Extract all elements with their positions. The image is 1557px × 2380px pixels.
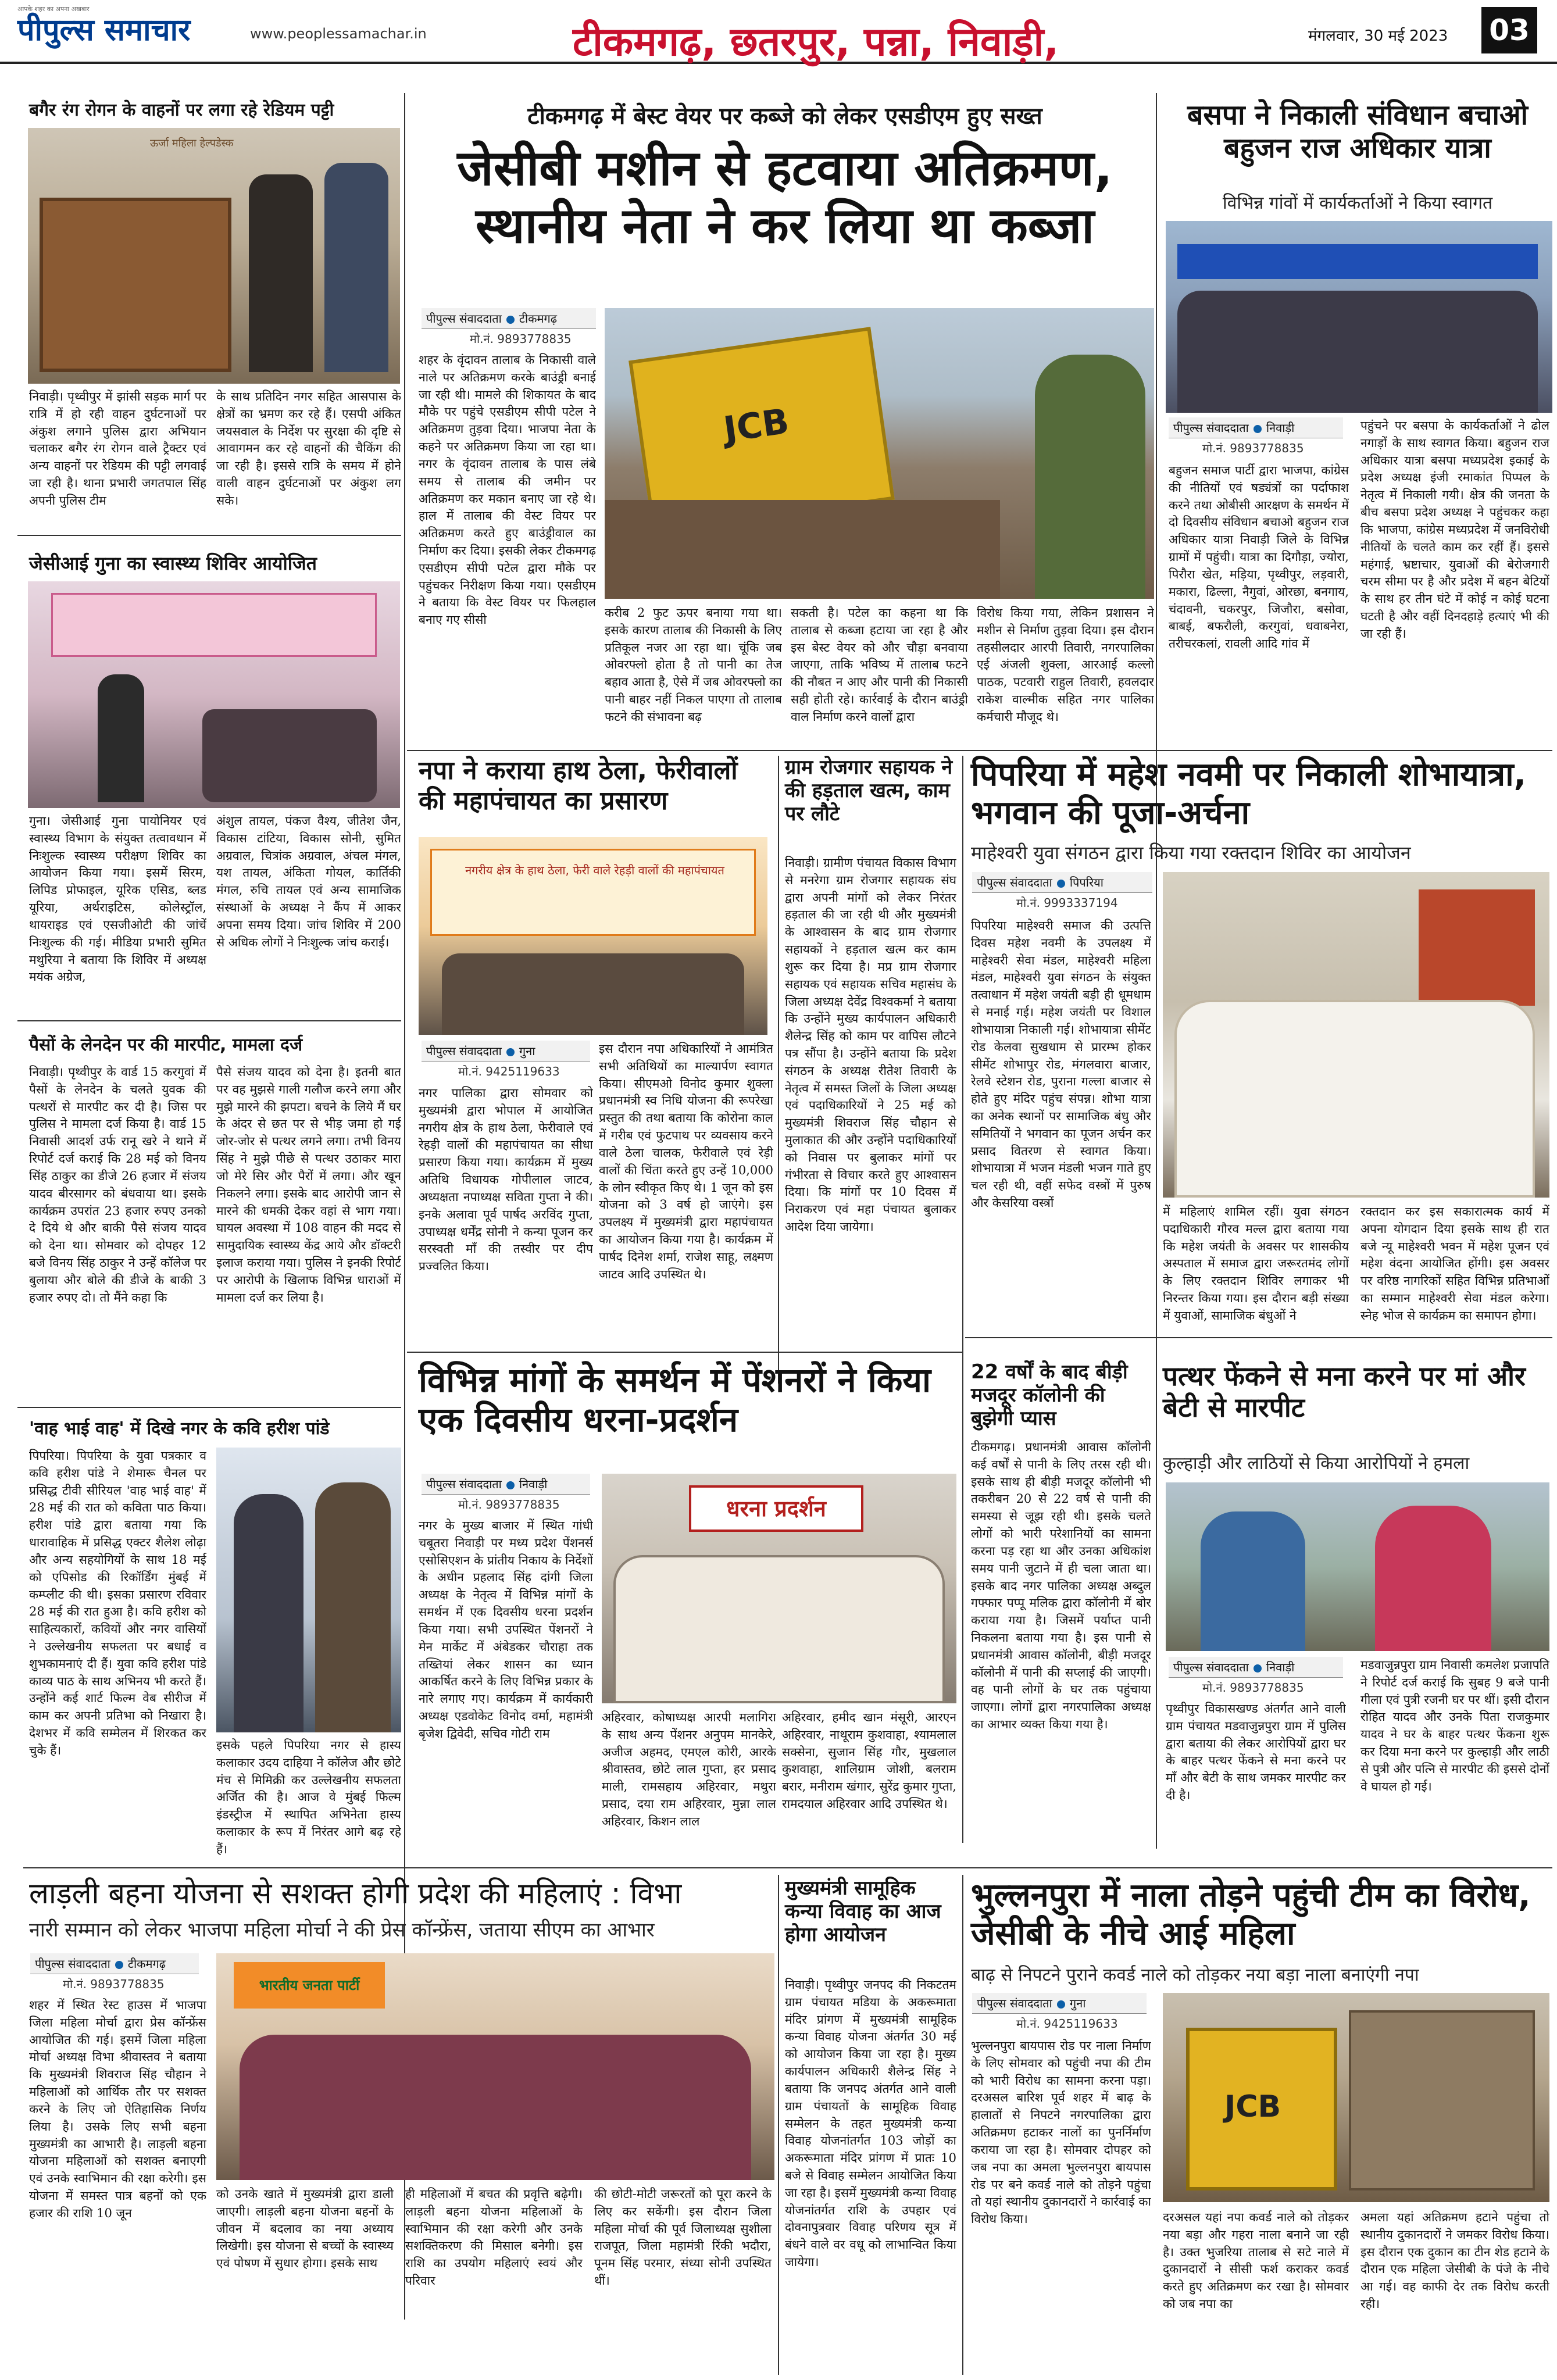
contact-number: मो.नं. 9993337194: [1016, 896, 1118, 910]
person-silhouette: [234, 1494, 303, 1732]
byline-dot: [1254, 425, 1262, 433]
byline: [30, 1953, 199, 1974]
logo-tagline: आपके शहर का अपना अखबार: [17, 5, 90, 13]
article-body: में महिलाएं शामिल रहीं। युवा संगठन पदाधिकारी गौरव मल्ल द्वारा बताया गया कि महेश जयंती के अवसर पर शासकीय अस्पताल में समाज द्वारा जरूरतमंद लोगों के लिए रक्तदान शिविर लगाकर भी निरन्तर किया गया। इस दौरान बड़ी संख्या में युवाओं, सामाजिक बंधुओं ने: [1163, 1205, 1349, 1323]
news-photo: [605, 308, 1154, 599]
byline-place: गुना: [1069, 1996, 1086, 2010]
byline: [422, 308, 596, 329]
article-headline: जेसीबी मशीन से हटवाया अतिक्रमण, स्थानीय नेता ने कर लिया था कब्जा: [457, 140, 1113, 255]
article-subheadline: माहेश्वरी युवा संगठन द्वारा किया गया रक्तदान शिविर का आयोजन: [971, 842, 1411, 864]
column-rule: [1156, 93, 1157, 1849]
contact-number: मो.नं. 9893778835: [63, 1977, 165, 1991]
shop-front-shape: [1349, 2010, 1535, 2190]
news-photo: [28, 581, 400, 808]
article-body: इस दौरान नपा अधिकारियों ने आमंत्रित सभी अतिथियों का माल्यार्पण स्वागत किया। सीएमओ विनोद कुमार शुक्ला प्रधानमंत्री स्व निधि योजना की रूपरेखा प्रस्तुत की तथा बताया कि कोरोना काल में गरीब एवं फुटपाथ पर व्यवसाय करने वाले ठेला चालक, फेरीवाले एवं रेड़ी वालों की चिंता करते हुए उन्हें 10,000 के लोन स्वीकृत किए थे। 1 जून को इस योजना को 3 वर्ष हो जाएंगे। इस उपलक्ष्य में मुख्यमंत्री द्वारा महापंचायत का आयोजन किया गया है। कार्यक्रम में पार्षद दिनेश शर्मा, राजेश साहू, लक्ष्मण जाटव आदि उपस्थित थे।: [599, 1042, 773, 1281]
photo-sign-text: ऊर्जा महिला हेल्पडेस्क: [150, 137, 234, 149]
protesters-shape: [613, 1555, 945, 1703]
seated-people-shape: [202, 709, 377, 802]
stage-banner: [430, 849, 756, 936]
article-body: बहुजन समाज पार्टी द्वारा भाजपा, कांग्रेस की नीतियों एवं षड्यंत्रों का पर्दाफाश करने तथा ओबीसी आरक्षण के समर्थन में दो दिवसीय संविधान बचाओ बहुजन राज अधिकार यात्रा निवाड़ी जिले के विभिन्न ग्रामों में पहुंची। यात्रा का दिगौड़ा, ज्योरा, पिरौरा खेत, मड़िया, पृथ्वीपुर, लड़वारी, मकारा, ढिल्ला, नैगुवां, ओरछा, बनगाय, चंदावनी, चकरपुर, जिजौरा, बसोवा, बाबई, बफरौली, करगुवां, धवाबनेरा, तरीचरकलां, रावली आदि गांव में: [1169, 463, 1349, 651]
section-rule: [17, 1407, 401, 1408]
byline-text: पीपुल्स संवाददाता: [977, 1996, 1052, 2010]
article-body: करीब 2 फुट ऊपर बनाया गया था। इसके कारण तालाब की निकासी के लिए प्रतिकूल नजर आ रहा था। चूंकि जब ओवरफ्लो होता है तो पानी का तेज बहाव आता है, ऐसे में जब ओवरफ्लो का पानी बाहर नहीं निकल पाएगा तो तालाब फटने की संभावना बढ़: [605, 606, 782, 724]
byline-dot: [506, 1481, 515, 1489]
tractor-trolley-shape: [40, 198, 231, 372]
article-body: निवाड़ी। ग्रामीण पंचायत विकास विभाग से मनरेगा ग्राम रोजगार सहायक संघ द्वारा अपनी मांगों को लेकर निरंतर हड़ताल की जा रही थी और मुख्यमंत्री के आश्वासन के बाद ग्राम रोजगार सहायकों ने हड़ताल खत्म कर काम शुरू कर दिया है। मप्र ग्राम रोजगार सहायक एवं सहायक सचिव महासंघ के जिला अध्यक्ष देवेंद्र विश्वकर्मा ने बताया कि उन्होंने मुख्य कार्यपालन अधिकारी शैलेन्द्र सिंह को काम पर वापिस लौटने पत्र सौंपा है। उन्होंने बताया कि प्रदेश संगठन के अध्यक्ष रीतेश तिवारी के नेतृत्व में समस्त जिलों के जिला अध्यक्ष एवं पदाधिकारियों ने 25 मई को मुख्यमंत्री शिवराज सिंह चौहान से मुलाकात की और उन्होंने पदाधिकारियों को निवास पर बुलाकर मांगों पर गंभीरता से विचार करते हुए आश्वासन दिया। कि मांगों पर 10 दिवस में निराकरण एवं महा पंचायत बुलाकर आदेश दिया जायेगा।: [785, 856, 956, 1234]
article-headline: बगैर रंग रोगन के वाहनों पर लगा रहे रेडियम पट्टी: [29, 100, 334, 120]
person-silhouette: [98, 674, 144, 802]
protest-photo: [602, 1474, 956, 1703]
article-headline: पैसों के लेनदेन पर की मारपीट, मामला दर्ज: [29, 1035, 303, 1055]
article-headline: 22 वर्षों के बाद बीड़ी मजदूर कॉलोनी की बुझेगी प्यास: [971, 1360, 1128, 1431]
article-subheadline: नारी सम्मान को लेकर भाजपा महिला मोर्चा ने की प्रेस कॉन्फ्रेंस, जताया सीएम का आभार: [29, 1918, 655, 1942]
column-rule: [778, 756, 779, 1384]
seated-women-shape: [240, 2035, 751, 2180]
article-headline: 'वाह भाई वाह' में दिखे नगर के कवि हरीश पांडे: [29, 1418, 330, 1439]
crowd-white-clothes-shape: [1174, 1000, 1535, 1198]
column-rule: [962, 1355, 963, 1843]
jcb-machine-shape: [1186, 2028, 1337, 2190]
article-body: ही महिलाओं में बचत की प्रवृत्ति बढ़ेगी। लाड़ली बहना योजना महिलाओं के स्वाभिमान की रक्षा करेगी और उनके सशक्तिकरण की मिसाल बनेगी। इस राशि का उपयोग महिलाएं स्वयं और परिवार: [405, 2187, 583, 2288]
contact-number: मो.नं. 9893778835: [470, 332, 572, 346]
article-body: पैसे संजय यादव को देना है। इतनी बात पर वह मुझसे गाली गलौज करने लगा और मुझे मारने की झपटा। बचने के लिये मैं घर के अंदर से छत पर से भीड़ जमा हो गई जोर-जोर से पत्थर लगने लगा। तभी विनय सिंह ने मुझे पीछे से पत्थर उठाकर मारा जो मेरे सिर और पैरों में लगा। और खून निकलने लगा। इसके बाद आरोपी जान से मारने की धमकी देकर वहां से भाग गया। घायल अवस्था में 108 वाहन की मदद से सामुदायिक स्वास्थ्य केंद्र आये और डॉक्टरी इलाज कराया गया। पुलिस ने इनकी रिपोर्ट पर आरोपी के खिलाफ विभिन्न धाराओं में मामला दर्ज कर लिया है।: [216, 1065, 401, 1305]
byline-place: टीकमगढ़: [127, 1957, 166, 1971]
article-body: की छोटी-मोटी जरूरतों को पूरा करने के लिए कर सकेंगी। इस दौरान जिला महिला मोर्चा की पूर्व जिलाध्यक्ष सुशीला राजपूत, जिला महामंत्री रिंकी भदौरा, पूनम सिंह परमार, संध्या सोनी उपस्थित थीं।: [594, 2187, 772, 2288]
article-headline: विभिन्न मांगों के समर्थन में पेंशनरों ने किया एक दिवसीय धरना-प्रदर्शन: [419, 1360, 931, 1440]
article-headline: भुल्लनपुरा में नाला तोड़ने पहुंची टीम का विरोध, जेसीबी के नीचे आई महिला: [971, 1877, 1531, 1953]
byline-text: पीपुल्स संवाददाता: [1173, 421, 1249, 435]
article-body: शहर के वृंदावन तालाब के निकासी वाले नाले पर अतिक्रमण करके बाउंड्री बनाई जा रही थी। मामले की शिकायत के बाद मौके पर पहुंचे एसडीएम सीपी पटेल ने अतिक्रमण तुड़वा दिया। भाजपा नेता के कहने पर अतिक्रमण किया जा रहा था। नगर के वृंदावन तालाब के पास लंबे समय से तालाब की जमीन पर अतिक्रमण कर मकान बनाए जा रहे थे। हाल में तालाब की वेस्ट वियर पर अतिक्रमण करते हुए बाउंड्रीवाल का निर्माण कर दिया। इसकी लेकर टीकमगढ़ एसडीएम सीपी पटेल द्वारा मौके पर पहुंचकर निरीक्षण किया गया। एसडीएम ने बताया कि वेस्ट वियर पर फिलहाल बनाए गए सीसी: [419, 353, 596, 627]
region-band-title: टीकमगढ़, छतरपुर, पन्ना, निवाड़ी,: [573, 19, 1059, 65]
article-body: निवाड़ी। पृथ्वीपुर में झांसी सड़क मार्ग पर रात्रि में हो रही वाहन दुर्घटनाओं पर अंकुश लगाने पुलिस द्वारा अभियान चलाकर बगैर रंग रोगन वाले ट्रैक्टर एवं अन्य वाहनों पर रेडियम की पट्टी लगवाई जा रही है। थाना प्रभारी जगतपाल सिंह अपनी पुलिस टीम: [29, 389, 206, 508]
jcb-label: JCB: [721, 401, 792, 451]
byline-place: गुना: [519, 1044, 535, 1058]
page-number: 03: [1481, 7, 1537, 53]
news-photo: [28, 128, 400, 384]
byline: [1169, 1657, 1343, 1678]
article-headline: लाड़ली बहना योजना से सशक्त होगी प्रदेश की महिलाएं : विभा: [29, 1877, 682, 1910]
byline-dot: [115, 1961, 123, 1969]
article-body: भुल्लनपुरा बायपास रोड पर नाला निर्माण के लिए सोमवार को पहुंची नपा की टीम को भारी विरोध का सामना करना पड़ा। दरअसल बारिश पूर्व शहर में बाढ़ के हालातों से निपटने नगरपालिका द्वारा अतिक्रमण हटाकर नालों का पुनर्निर्माण कराया जा रहा है। सोमवार दोपहर को जब नपा का अमला भुल्लनपुरा बायपास रोड पर बने कवर्ड नाले को तोड़ने पहुंचा तो यहां स्थानीय दुकानदारों ने कार्रवाई का विरोध किया।: [971, 2039, 1151, 2227]
article-headline: पिपरिया में महेश नवमी पर निकाली शोभायात्रा, भगवान की पूजा-अर्चना: [971, 756, 1526, 832]
column-rule: [962, 756, 963, 1384]
article-subheadline: कुल्हाड़ी और लाठियों से किया आरोपियों ने हमला: [1163, 1453, 1470, 1474]
byline-dot: [1057, 2000, 1065, 2009]
byline: [422, 1474, 590, 1495]
article-body: अहिरवार, हमीद खान मंसूरी, आरएन अहिरवार, नाथूराम कुशवाहा, श्यामलाल सक्सेना, सुजान सिंह गौर, मुखलाल कुशवाहा, शालिग्राम जोशी, बलराम बरार, मनीराम खंगार, सुरेंद्र कुमार गुप्ता, रामदयाल अहिरवार आदि उपस्थित थे।: [782, 1710, 956, 1811]
byline: [972, 872, 1152, 893]
contact-number: मो.नं. 9893778835: [1202, 1681, 1304, 1695]
byline-dot: [506, 316, 515, 324]
article-body: पहुंचने पर बसपा के कार्यकर्ताओं ने ढोल नगाड़ों के साथ स्वागत किया। बहुजन राज अधिकार यात्रा बसपा मध्यप्रदेश इकाई के प्रदेश अध्यक्ष इंजी रमाकांत पिप्पल के नेतृत्व में निकाली गयी। क्षेत्र की जनता के बीच बसपा प्रदेश अध्यक्ष ने पहुंचकर कहा कि भाजपा, कांग्रेस मध्यप्रदेश में जनविरोधी नीतियों के चलते काम कर रहीं हैं। इससे महंगाई, भ्रष्टाचार, युवाओं की बेरोजगारी चरम सीमा पर है और प्रदेश में बहन बेटियों के साथ हर तीन घंटे में कोई न कोई घटना घटती है और वहीं दिनदहाड़े हत्याएं भी की जा रही हैं।: [1360, 419, 1549, 641]
person-silhouette: [315, 1482, 391, 1732]
article-body: पिपरिया। पिपरिया के युवा पत्रकार व कवि हरीश पांडे ने शेमारू चैनल पर प्रसिद्ध टीवी सीरियल 'वाह भाई वाह' में 28 मई की रात को कविता पाठ किया। हरीश पांडे द्वारा बताया गया कि धारावाहिक में प्रसिद्ध एक्टर शैलेश लोढ़ा और अन्य सहयोगियों के साथ 18 मई को एपिसोड की रिकॉर्डिंग मुंबई में कम्प्लीट की थी। इसका प्रसारण रविवार 28 मई की रात हुआ है। कवि हरीश को साहित्यकारों, कवियों और नगर वासियों ने उल्लेखनीय सफलता पर बधाई व शुभकामनाएं दी हैं। युवा कवि हरीश पांडे काव्य पाठ के साथ अभिनय भी करते हैं। उन्होंने कई शार्ट फिल्म वेब सीरीज में काम कर अपनी प्रतिभा को निखारा है। देशभर में कवि सम्मेलन में शिरकत कर चुके हैं।: [29, 1449, 206, 1757]
article-body: पृथ्वीपुर विकासखण्ड अंतर्गत आने वाली ग्राम पंचायत मडवाजुन्नपुरा ग्राम में पुलिस द्वारा बताया की लेकर आरोपियों द्वारा घर के बाहर पत्थर फेंकने से मना करने पर माँ और बेटी के साथ जमकर मारपीट कर दी है।: [1166, 1702, 1346, 1803]
contact-number: मो.नं. 9893778835: [1202, 441, 1304, 455]
article-body: शहर में स्थित रेस्ट हाउस में भाजपा जिला महिला मोर्चा द्वारा प्रेस कॉन्फ्रेंस आयोजित की गई। इसमें जिला महिला मोर्चा अध्यक्ष विभा श्रीवास्तव ने बताया कि मुख्यमंत्री शिवराज सिंह चौहान ने महिलाओं को आर्थिक तौर पर सशक्त करने के लिए जो ऐतिहासिक निर्णय लिया है। उसके लिए सभी बहना मुख्यमंत्री का आभारी है। लाड़ली बहना योजना महिलाओं को सशक्त बनाएगी एवं उनके स्वाभिमान की रक्षा करेगी। इस योजना में समस्त पात्र बहनों को एक हजार की राशि 10 जून: [29, 1998, 206, 2220]
person-silhouette: [1375, 1506, 1491, 1651]
section-rule: [17, 1020, 401, 1021]
byline-dot: [506, 1048, 515, 1056]
victims-photo: [1166, 1482, 1549, 1651]
article-headline: ग्राम रोजगार सहायक ने की हड़ताल खत्म, काम पर लौटे: [785, 756, 953, 826]
byline: [1169, 417, 1343, 438]
article-body: निवाड़ी। पृथ्वीपुर जनपद की निकटतम ग्राम पंचायत मडिया के अकरूमाता मंदिर प्रांगण में मुख्यमंत्री सामूहिक कन्या विवाह योजना अंतर्गत 30 मई को आयोजन किया जा रहा है। मुख्य कार्यपालन अधिकारी शैलेन्द्र सिंह ने बताया कि जनपद अंतर्गत आने वाली ग्राम पंचायतों के सामूहिक विवाह सम्मेलन के तहत मुख्यमंत्री कन्या विवाह योजनांतर्गत 103 जोड़ों का अकरूमाता मंदिर प्रांगण में प्रातः 10 बजे से विवाह सम्मेलन आयोजित किया जा रहा है। इसमें मुख्यमंत्री कन्या विवाह योजनांतर्गत राशि के उपहार एवं दोवनापुत्रवार विवाह परिणय सूत्र में बंधने वाले वर वधू को लाभान्वित किया जायेगा।: [785, 1978, 956, 2269]
party-flags-shape: [1177, 244, 1538, 279]
article-body: अमला यहां अतिक्रमण हटाने पहुंचा तो स्थानीय दुकानदारों ने जमकर विरोध किया। इस दौरान एक दुकान का टीन शेड हटाने के दौरान एक महिला जेसीबी के पंजे के नीचे आ गई। वह काफी देर तक विरोध करती रही।: [1360, 2210, 1549, 2311]
byline-text: पीपुल्स संवाददाता: [426, 1044, 502, 1058]
seated-guests-shape: [442, 953, 744, 1035]
event-photo: [419, 837, 767, 1035]
byline-dot: [1254, 1664, 1262, 1673]
poet-photo: [216, 1448, 401, 1732]
person-silhouette: [1201, 1511, 1305, 1651]
person-silhouette: [1035, 355, 1145, 599]
press-conference-photo: [216, 1953, 774, 2180]
article-kicker: टीकमगढ़ में बेस्ट वेयर पर कब्जे को लेकर एसडीएम हुए सख्त: [527, 103, 1042, 130]
byline-place: निवाड़ी: [1266, 1660, 1295, 1674]
event-banner-shape: [51, 593, 377, 657]
section-rule: [965, 1337, 1552, 1338]
article-body: विरोध किया गया, लेकिन प्रशासन ने मशीन से निर्माण तुड़वा दिया। इस दौरान तहसीलदार आरपी तिवारी, नगरपालिका एई अंजली शुक्ला, आरआई कल्लो पाठक, पटवारी राहुल तिवारी, हवलदार राकेश वाल्मीक सहित नगर पालिका कर्मचारी मौजूद थे।: [977, 606, 1154, 724]
article-body: पिपरिया माहेश्वरी समाज की उत्पत्ति दिवस महेश नवमी के उपलक्ष्य में माहेश्वरी सेवा मंडल, माहेश्वरी महिला मंडल, माहेश्वरी युवा संगठन के संयुक्त तत्वाधान में महेश जयंती बड़ी ही धूमधाम से मनाई गई। महेश जयंती पर विशाल शोभायात्रा निकाली गई। शोभायात्रा सीमेंट रोड केलवा सुखधाम से प्रारम्भ होकर सीमेंट शोभापुर रोड, मंगलवारा बाजार, रेलवे स्टेशन रोड, पुराना गल्ला बाजार से होते हुए मंदिर पहुंच संपन्न। शोभा यात्रा का अनेक स्थानों पर सामाजिक बंधु और समितियों ने भगवान का पूजन अर्चन कर प्रसाद वितरण से स्वागत किया। शोभायात्रा में भजन मंडली भजन गाते हुए चल रही थी, वहीं सफेद वस्त्रों में पुरुष और केसरिया वस्त्रों: [971, 919, 1151, 1210]
byline-place: टीकमगढ़: [519, 312, 557, 326]
article-body: मडवाजुन्नपुरा ग्राम निवासी कमलेश प्रजापति ने रिपोर्ट दर्ज कराई कि सुबह 9 बजे पानी गीला एवं पुत्री रजनी घर पर थीं। इसी दौरान रोहित यादव और उनके पिता राजकुमार यादव ने घर के बाहर पत्थर फेंकना शुरू कर दिया मना करने पर कुल्हाड़ी और लाठी से पुत्री और पत्नि से मारपीट की इससे दोनों वे घायल हो गई।: [1360, 1658, 1549, 1793]
section-rule: [23, 1867, 1552, 1868]
byline-text: पीपुल्स संवाददाता: [977, 875, 1052, 889]
crowd-shape: [1177, 291, 1538, 413]
article-body: रक्तदान कर इस सकारात्मक कार्य में अपना योगदान दिया इसके साथ ही रात बजे न्यू माहेश्वरी भवन में महेश पूजन एवं महेश वंदना आयोजित होंगी। इस अवसर पर वरिष्ठ नागरिकों सहित विभिन्न प्रतिभाओं का सम्मान माहेश्वरी सेवा मंडल करेगा। स्नेह भोज से कार्यक्रम का समापन होगा।: [1360, 1205, 1549, 1323]
person-silhouette: [324, 163, 388, 372]
article-subheadline: बाढ़ से निपटने पुराने कवर्ड नाले को तोड़कर नया बड़ा नाला बनाएंगी नपा: [971, 1965, 1419, 1985]
demolition-photo: [1163, 1993, 1549, 2202]
byline-place: पिपरिया: [1069, 875, 1104, 889]
article-body: को उनके खाते में मुख्यमंत्री द्वारा डाली जाएगी। लाड़ली बहना योजना बहनों के जीवन में बदलाव का नया अध्याय लिखेगी। इस योजना से बच्चों के स्वास्थ्य एवं पोषण में सुधार होगा। इसके साथ: [216, 2187, 394, 2271]
byline-text: पीपुल्स संवाददाता: [35, 1957, 110, 1971]
section-rule: [407, 1352, 962, 1353]
jcb-label: JCB: [1224, 2089, 1281, 2124]
website-url[interactable]: www.peoplessamachar.in: [250, 26, 427, 42]
byline: [972, 1993, 1147, 2014]
byline: [422, 1041, 590, 1062]
byline-place: निवाड़ी: [519, 1477, 548, 1491]
contact-number: मो.नं. 9425119633: [1016, 2017, 1118, 2031]
byline-text: पीपुल्स संवाददाता: [1173, 1660, 1249, 1674]
article-body: के साथ प्रतिदिन नगर सहित आसपास के क्षेत्रों का भ्रमण कर रहे हैं। एसपी अंकित जयसवाल के निर्देश पर सुरक्षा की दृष्टि से आवागमन कर रहे वाहनों की चैकिंग की जा रही है। इससे रात्रि के समय में होने वाली वाहन दुर्घटनाओं पर अंकुश लग सके।: [216, 389, 401, 508]
section-rule: [407, 750, 1552, 751]
byline-place: निवाड़ी: [1266, 421, 1295, 435]
article-body: सकती है। पटेल का कहना था कि तालाब से कब्जा हटाया जा रहा है और इस बेस्ट वेयर को और चौड़ा बनवाया जाएगा, ताकि भविष्य में तालाब फटने की नौबत न आए और पानी की निकासी सही होती रहे। कार्रवाई के दौरान बाउंड्री वाल निर्माण करने वालों द्वारा: [791, 606, 968, 724]
article-body: अहिरवार, कोषाध्यक्ष आरपी मलागिरा के साथ अन्य पेंशनर अनुपम मानकेरे, अजीज अहमद, एमएल कोरी, आरके श्रीवास्तव, छोटे लाल गुप्ता, हर प्रसाद माली, रामसहाय अहिरवार, मथुरा प्रसाद, दया राम अहिरवार, मुन्ना लाल अहिरवार, किशन लाल: [602, 1710, 776, 1828]
article-body: नगर के मुख्य बाजार में स्थित गांधी चबूतरा निवाड़ी पर मध्य प्रदेश पेंशनर्स एसोसिएशन के प्रांतीय निकाय के निर्देशों के अधीन प्रहलाद सिंह दांगी जिला अध्यक्ष के नेतृत्व में विभिन्न मांगों के समर्थन में एक दिवसीय धरना प्रदर्शन किया गया। सभी उपस्थित पेंशनरों ने मेन मार्केट में अंबेडकर चौराहा तक तख्तियां लेकर शासन का ध्यान आकर्षित करने के लिए विभिन्न प्रकार के नारे लगाए गए। कार्यक्रम में कार्यकारी अध्यक्ष एडवोकेट विनोद वर्मा, महामंत्री बृजेश द्विवेदी, सचिव गोटी राम: [419, 1518, 593, 1741]
building-shape: [1419, 889, 1535, 1006]
newspaper-logo: पीपुल्स समाचार: [17, 13, 191, 48]
article-headline: मुख्यमंत्री सामूहिक कन्या विवाह का आज होगा आयोजन: [785, 1877, 941, 1947]
banner-text: नगरीय क्षेत्र के हाथ ठेला, फेरी वाले रेहड़ी वालों की महापंचायत: [465, 863, 724, 877]
article-headline: नपा ने कराया हाथ ठेला, फेरीवालों की महापंचायत का प्रसारण: [419, 756, 738, 816]
rubble-shape: [605, 500, 1000, 599]
article-headline: जेसीआई गुना का स्वास्थ्य शिविर आयोजित: [29, 552, 317, 574]
column-rule: [962, 1875, 963, 2375]
article-subheadline: विभिन्न गांवों में कार्यकर्ताओं ने किया स्वागत: [1222, 193, 1493, 213]
article-headline: पत्थर फेंकने से मना करने पर मां और बेटी से मारपीट: [1163, 1360, 1526, 1424]
article-body: गुना। जेसीआई गुना पायोनियर एवं स्वास्थ्य विभाग के संयुक्त तत्वावधान में निःशुल्क स्वास्थ्य परीक्षण शिविर का आयोजन किया गया। इसमें सिरम, लिपिड प्रोफाइल, यूरिक एसिड, ब्लड यूरिया, अर्थराइटिस, कोलेस्ट्रॉल, थायराइड एवं एसजीओटी की जांचें निःशुल्क की गई। मीडिया प्रभारी सुमित मथुरिया ने बताया कि शिविर में अध्यक्ष मयंक अग्रेज,: [29, 814, 206, 984]
column-rule: [778, 1875, 779, 2375]
article-body: इसके पहले पिपरिया नगर से हास्य कलाकार उदय दाहिया ने कॉलेज और छोटे मंच से मिमिक्री कर उल्लेखनीय सफलता अर्जित की है। आज वे मुंबई फिल्म इंडस्ट्रीज में स्थापित अभिनेता हास्य कलाकार के रूप में निरंतर आगे बढ़ रहे हैं।: [216, 1738, 401, 1856]
article-body: निवाड़ी। पृथ्वीपुर के वार्ड 15 करगुवां में पैसों के लेनदेन के चलते युवक की पत्थरों से मारपीट कर दी है। जिस पर पुलिस ने मामला दर्ज किया है। वार्ड 15 निवासी आदर्श उर्फ रानू खरे ने थाने में रिपोर्ट दर्ज कराई कि 28 मई को विनय सिंह ठाकुर का डीजे 26 हजार में संजय यादव बीरसागर को बंधवाया था। इसके कार्यक्रम उपरांत 23 हजार रुपए उनको दे दिये थे और बाकी पैसे संजय यादव को देना था। सोमवार को दोपहर 12 बजे विनय सिंह ठाकुर ने उन्हें कॉलेज पर बुलाया और बोले की डीजे के बाकी 3 हजार रुपए दो। तो मैंने कहा कि: [29, 1065, 206, 1305]
section-rule: [17, 535, 401, 536]
article-body: अंशुल तायल, पंकज वैश्य, जीतेश जैन, विकास टांटिया, विकास सोनी, सुमित अग्रवाल, चित्रांक अग्रवाल, अंचल मंगल, यश तायल, अंकिता गोयल, कार्तिकी मंगल, रुचि तायल एवं अन्य सामाजिक संस्थाओं के अध्यक्ष ने कैंप में आकर अपना समय दिया। जांच शिविर में 200 से अधिक लोगों ने निःशुल्क जांच कराई।: [216, 814, 401, 949]
contact-number: मो.नं. 9425119633: [458, 1064, 560, 1078]
byline-text: पीपुल्स संवाददाता: [426, 312, 502, 326]
person-silhouette: [249, 174, 313, 372]
party-banner: भारतीय जनता पार्टी: [234, 1962, 385, 2009]
protest-banner: धरना प्रदर्शन: [689, 1485, 863, 1532]
rally-photo: [1166, 221, 1552, 413]
article-body: नगर पालिका द्वारा सोमवार को मुख्यमंत्री द्वारा भोपाल में आयोजित नगरीय क्षेत्र के हाथ ठेला, फेरीवाले एवं रेहड़ी वालों की महापंचायत का सीधा प्रसारण किया गया। कार्यक्रम में मुख्य अतिथि विधायक गोपीलाल जाटव, अध्यक्षता नपाध्यक्ष सविता गुप्ता ने की। इनके अलावा पूर्व पार्षद अरविंद गुप्ता, उपाध्यक्ष धर्मेंद्र सोनी ने कन्या पूजन कर सरस्वती माँ की तस्वीर पर दीप प्रज्वलित किया।: [419, 1086, 593, 1274]
issue-date: मंगलवार, 30 मई 2023: [1308, 27, 1448, 45]
procession-photo: [1163, 872, 1549, 1198]
article-headline: बसपा ने निकाली संविधान बचाओ बहुजन राज अधिकार यात्रा: [1187, 99, 1528, 165]
contact-number: मो.नं. 9893778835: [458, 1498, 560, 1511]
article-body: दरअसल यहां नपा कवर्ड नाले को तोड़कर नया बड़ा और गहरा नाला बनाने जा रही है। उक्त भुजरिया तालाब से सटे नाले में दुकानदारों ने सीसी फर्श कराकर कवर्ड करते हुए अतिक्रमण कर रखा है। सोमवार को जब नपा का: [1163, 2210, 1349, 2311]
masthead: [0, 0, 1557, 64]
article-body: टीकमगढ़। प्रधानमंत्री आवास कॉलोनी कई वर्षों से पानी के लिए तरस रही थी। इसके साथ ही बीड़ी मजदूर कॉलोनी भी तकरीबन 20 से 22 वर्ष से पानी की समस्या से जूझ रही थी। इसके चलते लोगों को भारी परेशानियों का सामना करना पड़ रहा था और उनका अधिकांश समय पानी जुटाने में ही चला जाता था। इसके बाद नगर पालिका अध्यक्ष अब्दुल गफ्फार पप्पू मलिक द्वारा कॉलोनी में बोर कराया गया है। जिसमें पर्याप्त पानी निकलना बताया गया है। इस पानी से प्रधानमंत्री आवास कॉलोनी, बीड़ी मजदूर कॉलोनी में पानी की सप्लाई की जाएगी। वह पानी लोगों के घर तक पहुंचाया जाएगा। लोगों द्वारा नगरपालिका अध्यक्ष का आभार व्यक्त किया गया है।: [971, 1440, 1151, 1731]
byline-text: पीपुल्स संवाददाता: [426, 1477, 502, 1491]
byline-dot: [1057, 880, 1065, 888]
